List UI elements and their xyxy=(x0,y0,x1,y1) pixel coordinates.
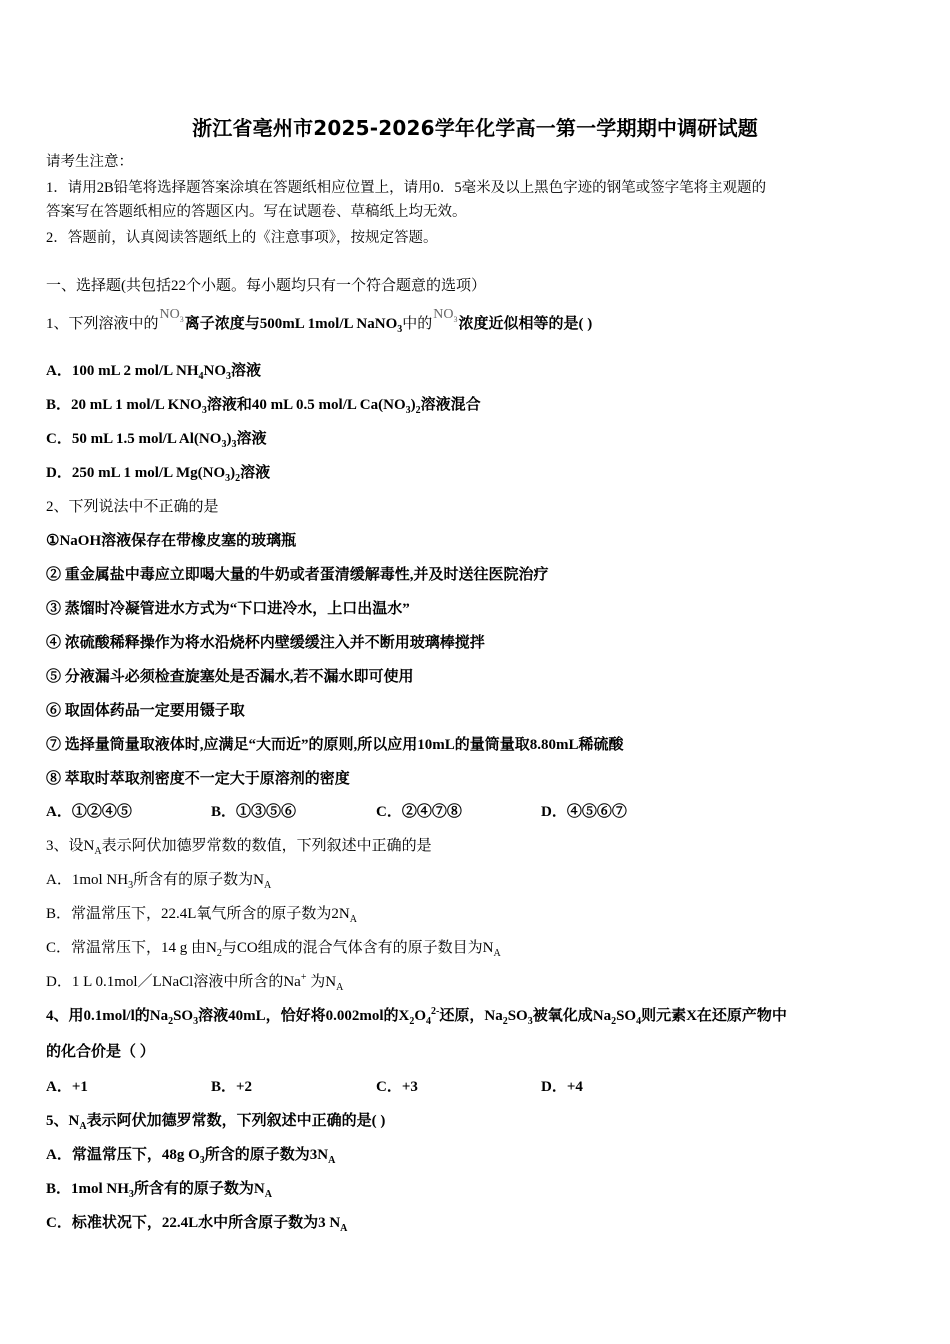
q5-a-part1: A．常温常压下，48g O xyxy=(46,1147,200,1163)
q1-option-c xyxy=(46,429,266,449)
q4-sub4: 4 xyxy=(426,1016,432,1027)
q1-mid-sub: 3 xyxy=(397,324,403,335)
section-heading: 一、选择题(共包括22个小题。每小题均只有一个符合题意的选项） xyxy=(46,278,486,294)
q4-part2: SO xyxy=(173,1008,194,1024)
q4-option-c: C．+3 xyxy=(376,1079,418,1095)
q5-a-sub1: 3 xyxy=(199,1155,205,1166)
q4-part3: 溶液40mL，恰好将0.002mol的X xyxy=(198,1008,410,1024)
q4-part5: 还原，Na xyxy=(439,1008,503,1024)
q5-b-part2: 所含有的原子数为N xyxy=(133,1181,265,1197)
q2-statement-3: ③ 蒸馏时冷凝管进水方式为“下口进冷水，上口出温水” xyxy=(46,601,410,617)
ion-text: NO xyxy=(159,307,180,322)
q3-c-part2: 与CO组成的混合气体含有的原子数目为N xyxy=(221,940,494,956)
q5-option-b xyxy=(46,1179,272,1199)
notice-header: 请考生注意： xyxy=(46,154,133,170)
q1-c-part1: C．50 mL 1.5 mol/L Al(NO xyxy=(46,431,222,447)
ion-sub: 3 xyxy=(179,314,184,324)
notice-item-1b: 答案写在答题纸相应的答题区内。写在试题卷、草稿纸上均无效。 xyxy=(46,204,467,220)
q1-prefix: 1、下列溶液中的 xyxy=(46,316,159,332)
q4-part6: SO xyxy=(507,1008,528,1024)
q2-option-c: C．②④⑦⑧ xyxy=(376,804,462,820)
q2-statement-8: ⑧ 萃取时萃取剂密度不一定大于原溶剂的密度 xyxy=(46,771,350,787)
q2-option-b: B．①③⑤⑥ xyxy=(211,804,297,820)
page-title: 浙江省亳州市2025-2026学年化学高一第一学期期中调研试题 xyxy=(192,116,758,140)
q1-c-sub1: 3 xyxy=(221,439,227,450)
q1-d-part1: D．250 mL 1 mol/L Mg(NO xyxy=(46,465,226,481)
q4-options xyxy=(46,1077,706,1097)
q1-a-sub2: 3 xyxy=(226,371,232,382)
q2-statement-7: ⑦ 选择量筒量取液体时,应满足“大而近”的原则,所以应用10mL的量筒量取8.80mL稀硫酸 xyxy=(46,737,624,753)
q5-a-part2: 所含的原子数为3N xyxy=(204,1147,329,1163)
q1-option-a xyxy=(46,361,261,381)
ion-text-2: NO xyxy=(433,307,454,322)
q3-option-d xyxy=(46,972,343,992)
q4-part9: 则元素X在还原产物中 xyxy=(641,1008,787,1024)
q4-sup4: 2- xyxy=(431,1006,440,1017)
q5-b-sub1: 3 xyxy=(128,1189,134,1200)
q4-sub3: 2 xyxy=(409,1016,415,1027)
nitrate-ion-formula-2 xyxy=(433,305,457,325)
q5-option-a xyxy=(46,1145,335,1165)
question-4-stem xyxy=(46,1006,787,1026)
q3-option-a xyxy=(46,870,271,890)
q5-c-part1: C．标准状况下，22.4L水中所含原子数为3 N xyxy=(46,1215,341,1231)
q5-c-sub1: A xyxy=(340,1223,348,1234)
q4-option-d: D．+4 xyxy=(541,1079,583,1095)
q4-part4: O xyxy=(414,1008,427,1024)
q1-mid-text: 离子浓度与500mL 1mol/L NaNO xyxy=(184,316,398,332)
q3-d-part2: 为N xyxy=(306,974,337,990)
q1-b-part1: B．20 mL 1 mol/L KNO xyxy=(46,397,202,413)
q3-d-sup1: + xyxy=(300,972,307,983)
q1-option-d xyxy=(46,463,270,483)
q1-b-sub2: 3 xyxy=(405,405,411,416)
q5-b-part1: B．1mol NH xyxy=(46,1181,129,1197)
q1-a-part1: A．100 mL 2 mol/L NH xyxy=(46,363,199,379)
q3-c-sub2: A xyxy=(493,948,501,959)
question-2-stem: 2、下列说法中不正确的是 xyxy=(46,499,219,515)
question-3-stem xyxy=(46,836,432,856)
q5-a-sub2: A xyxy=(328,1155,336,1166)
question-4-stem-line2: 的化合价是（ ） xyxy=(46,1044,155,1060)
nitrate-ion-formula xyxy=(160,305,184,325)
q1-a-part3: 溶液 xyxy=(231,363,262,379)
q5-stem-part1: 5、N xyxy=(46,1113,80,1129)
q4-sub8: 4 xyxy=(636,1016,642,1027)
q4-sub5: 2 xyxy=(502,1016,508,1027)
q4-part8: SO xyxy=(616,1008,637,1024)
q1-d-sub1: 3 xyxy=(225,473,231,484)
q1-b-part4: 溶液混合 xyxy=(420,397,481,413)
q3-a-sub2: A xyxy=(263,880,272,891)
q5-stem-sub: A xyxy=(79,1121,87,1132)
q3-b-part1: B．常温常压下，22.4L氧气所含的原子数为2N xyxy=(46,906,350,922)
q1-d-sub2: 2 xyxy=(235,473,241,484)
q4-sub6: 3 xyxy=(527,1016,533,1027)
q2-statement-6: ⑥ 取固体药品一定要用镊子取 xyxy=(46,703,245,719)
q4-option-b: B．+2 xyxy=(211,1079,253,1095)
q1-mid xyxy=(184,316,403,335)
q5-option-c xyxy=(46,1213,347,1233)
q1-c-sub2: 3 xyxy=(231,439,237,450)
q1-end: 浓度近似相等的是( ) xyxy=(458,316,593,332)
q3-c-part1: C．常温常压下，14 g 由N xyxy=(46,940,217,956)
q1-b-sub1: 3 xyxy=(201,405,207,416)
q1-c-part3: 溶液 xyxy=(236,431,267,447)
q3-option-c xyxy=(46,938,501,958)
q3-b-sub1: A xyxy=(349,914,357,925)
q2-statement-5: ⑤ 分液漏斗必须检查旋塞处是否漏水,若不漏水即可使用 xyxy=(46,669,414,685)
notice-item-1a: 1．请用2B铅笔将选择题答案涂填在答题纸相应位置上，请用0．5毫米及以上黑色字迹的钢笔或签字笔将主观题的 xyxy=(46,180,767,196)
q3-d-part1: D．1 L 0.1mol／LNaCl溶液中所含的Na xyxy=(46,974,301,990)
question-1-stem xyxy=(46,307,593,335)
ion-sub-2: 3 xyxy=(453,314,458,324)
q3-option-b xyxy=(46,904,357,924)
q1-d-part2: ) xyxy=(230,465,236,481)
q1-a-part2: NO xyxy=(203,363,227,379)
q4-sub1: 2 xyxy=(168,1016,174,1027)
q3-stem-part1: 3、设N xyxy=(46,838,95,854)
q3-stem-part2: 表示阿伏加德罗常数的数值，下列叙述中正确的是 xyxy=(101,838,432,854)
q4-sub2: 3 xyxy=(193,1016,199,1027)
q1-c-part2: ) xyxy=(226,431,232,447)
q3-a-part1: A．1mol NH xyxy=(46,872,129,888)
q2-option-a: A．①②④⑤ xyxy=(46,804,132,820)
q4-sub7: 2 xyxy=(611,1016,617,1027)
q2-statement-1: ①NaOH溶液保存在带橡皮塞的玻璃瓶 xyxy=(46,533,297,549)
q2-options xyxy=(46,802,706,822)
notice-item-2: 2．答题前，认真阅读答题纸上的《注意事项》，按规定答题。 xyxy=(46,230,438,246)
q4-option-a: A．+1 xyxy=(46,1079,88,1095)
q3-d-sub2: A xyxy=(336,982,344,993)
q5-b-sub2: A xyxy=(264,1189,272,1200)
q5-stem-part2: 表示阿伏加德罗常数，下列叙述中正确的是( ) xyxy=(86,1113,386,1129)
question-5-stem xyxy=(46,1111,385,1131)
q1-b-part3: ) xyxy=(410,397,416,413)
q1-b-part2: 溶液和40 mL 0.5 mol/L Ca(NO xyxy=(206,397,406,413)
q2-option-d: D．④⑤⑥⑦ xyxy=(541,804,627,820)
q4-part1: 4、用0.1mol/l的Na xyxy=(46,1008,169,1024)
q2-statement-4: ④ 浓硫酸稀释操作为将水沿烧杯内壁缓缓注入并不断用玻璃棒搅拌 xyxy=(46,635,485,651)
q4-part7: 被氧化成Na xyxy=(532,1008,612,1024)
q1-option-b xyxy=(46,395,481,415)
q3-c-sub1: 2 xyxy=(216,948,222,959)
q1-a-sub1: 4 xyxy=(198,371,204,382)
q3-stem-sub: A xyxy=(94,846,102,857)
q1-d-part3: 溶液 xyxy=(240,465,271,481)
q3-a-part2: 所含有的原子数为N xyxy=(133,872,264,888)
q3-a-sub1: 3 xyxy=(128,880,134,891)
q1-mid2: 中的 xyxy=(402,316,433,332)
q2-statement-2: ② 重金属盐中毒应立即喝大量的牛奶或者蛋清缓解毒性,并及时送往医院治疗 xyxy=(46,567,549,583)
q1-b-sub3: 2 xyxy=(415,405,421,416)
